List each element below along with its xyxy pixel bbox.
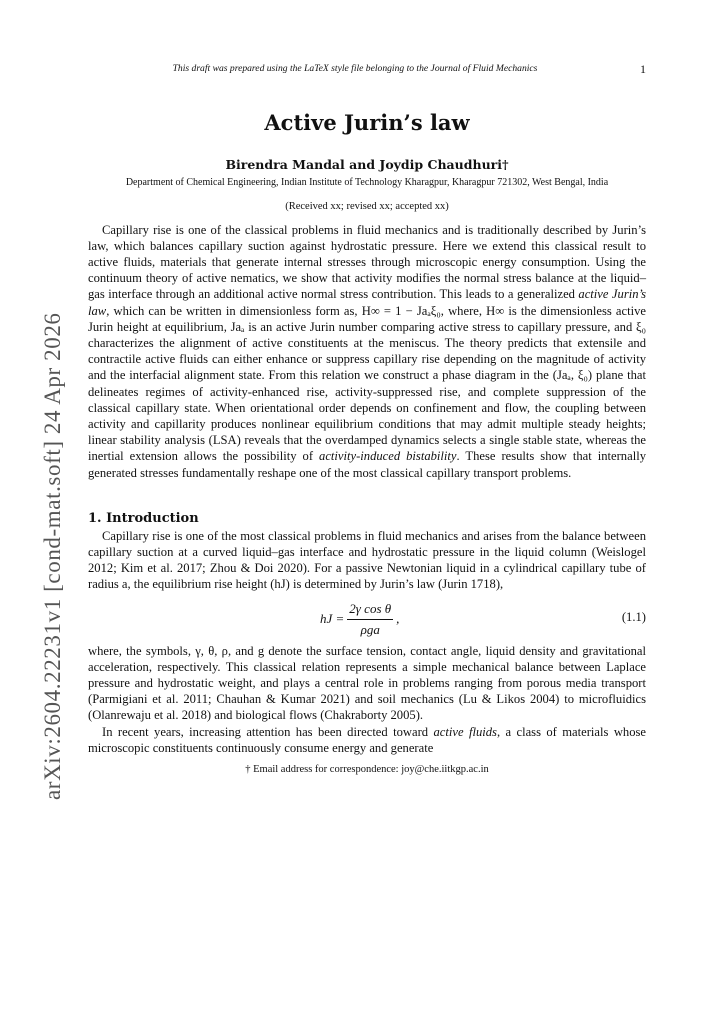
- equation-numerator: 2γ cos θ: [347, 601, 393, 620]
- paper-page: [88, 58, 646, 775]
- affiliation: Department of Chemical Engineering, Indian Institute of Technology Kharagpur, Kharagpur 721302, West Bengal, India: [125, 177, 609, 188]
- equation-lhs: hJ =: [320, 611, 345, 627]
- equation-body: [320, 601, 399, 638]
- equation-fraction: [347, 601, 393, 638]
- arxiv-sidebar-stamp: arXiv:2604.22231v1 [cond-mat.soft] 24 Apr 2026: [40, 312, 65, 800]
- author-list: Birendra Mandal and Joydip Chaudhuri†: [225, 157, 509, 172]
- equation-denominator: ρga: [360, 621, 380, 637]
- abstract-text-1: Capillary rise is one of the classical problems in fluid mechanics and is traditionally described by Jurin’s law, which balances capillary suction against hydrostatic pressure. Here we extend this classical result to active fluids, materials that generate internal stresses through microscopic energy consumption. Using the continuum theory of active nematics, we show that activity modifies the normal stress balance at the liquid–gas interface through an additional active normal stress contribution. This leads to a generalized: [88, 222, 646, 302]
- equation-label: (1.1): [621, 609, 646, 624]
- abstract-text-2: , which can be written in dimensionless form as, H∞ = 1 − Jaₐξ₀, where, H∞ is the dimensionless active Jurin height at equilibrium, Jaₐ is an active Jurin number comparing active stress to capillary pressure, and ξ₀ characterizes the alignment of active constituents at the meniscus. The theory predicts that extensile and contractile active fluids can either enhance or suppress capillary rise depending on the magnitude of activity and the interfacial alignment state. From this relation we construct a phase diagram in the (Jaₐ, ξ₀) plane that delineates regimes of activity-enhanced rise, activity-suppressed rise, and complete suppression of the classical capillary state. When orientational order depends on confinement and flow, the coupling between activity and capillarity produces nonlinear equilibrium conditions that may admit multiple steady heights; linear stability analysis (LSA) reveals that the overdamped dynamics selects a single stable state, whereas the inertial extension allows the possibility of: [88, 303, 646, 464]
- intro-paragraph-2: where, the symbols, γ, θ, ρ, and g denote the surface tension, contact angle, liquid density and gravitational acceleration, respectively. This classical relation represents a simple mechanical balance between Laplace pressure and hydrostatic weight, and plays a central role in problems ranging from porous media transport (Parmigiani et al. 2011; Chauhan & Kumar 2021) and soil mechanics (Lu & Likos 2004) to microfluidics (Olanrewaju et al. 2018) and biological flows (Chakraborty 2005).: [88, 643, 646, 723]
- page-number: 1: [640, 62, 646, 76]
- intro-paragraph-3: [88, 724, 646, 756]
- abstract-emphasis-2: activity-induced bistability: [319, 449, 457, 464]
- section-heading-introduction: 1. Introduction: [88, 510, 199, 526]
- running-header: [88, 58, 646, 80]
- abstract-emphasis-1: active Jurin’s law: [88, 287, 646, 318]
- intro-paragraph-1: Capillary rise is one of the most classical problems in fluid mechanics and arises from the balance between capillary suction at a curved liquid–gas interface and hydrostatic pressure in the liquid column (Weislogel 2012; Kim et al. 2017; Zhou & Doi 2020). For a passive Newtonian liquid in a cylindrical capillary tube of radius a, the equilibrium rise height (hJ) is determined by Jurin’s law (Jurin 1718),: [88, 528, 646, 592]
- correspondence-footnote: † Email address for correspondence: joy@che.iitkgp.ac.in: [245, 763, 489, 775]
- intro-paragraph-3-text-a: In recent years, increasing attention has been directed toward: [102, 724, 434, 739]
- running-title: This draft was prepared using the LaTeX style file belonging to the Journal of Fluid Mechanics: [172, 63, 538, 74]
- intro-paragraph-3-emphasis: active fluids: [433, 724, 497, 739]
- equation-trail: ,: [396, 611, 400, 627]
- abstract-text-3: . These results show that internally generated stresses fundamentally reshape one of the most classical capillary transport problems.: [88, 449, 646, 480]
- equation-1-1: [88, 597, 646, 641]
- received-dates: (Received xx; revised xx; accepted xx): [285, 200, 449, 212]
- paper-title: Active Jurin’s law: [264, 110, 470, 135]
- abstract: [88, 222, 646, 481]
- intro-paragraph-3-text-b: , a class of materials whose microscopic constituents continuously consume energy and generate: [88, 724, 646, 755]
